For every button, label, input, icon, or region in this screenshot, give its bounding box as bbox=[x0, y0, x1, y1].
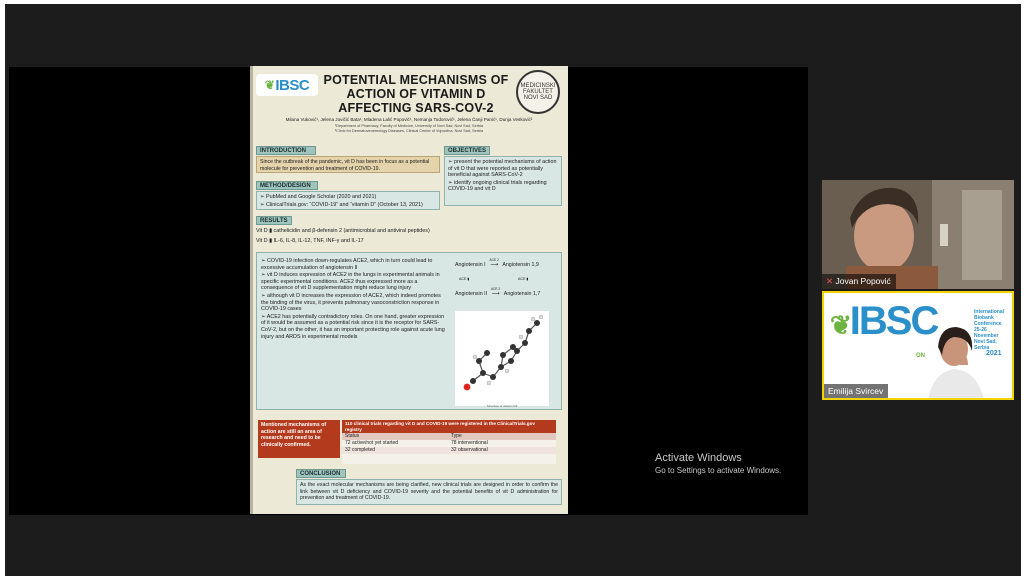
poster-title bbox=[320, 73, 512, 115]
eq-bottom-arrow: ACE 2 ⟶ bbox=[489, 291, 503, 297]
eq-bottom-left: Angiotensin II bbox=[455, 291, 488, 297]
results-bullet-4-text: ACE2 has potentially contradictory roles. On one hand, greater expression of it would be assumed as a potential risk since it is the receptor for SARS-CoV-2, but on the other, it has an important protecting role against acute lung injury and ARDS in experimental models bbox=[261, 313, 445, 340]
eq-bottom-enzyme: ACE 2 bbox=[490, 287, 501, 291]
participant-video-emilija[interactable] bbox=[822, 291, 1014, 400]
banner-logo-text: IBSC bbox=[849, 299, 938, 343]
trials-row-1-type: 78 interventional bbox=[451, 440, 488, 447]
affiliation-1: ¹Department of Pharmacy, Faculty of Medicine, University of Novi Sad, Novi Sad, Serbia bbox=[334, 124, 484, 128]
poster-affiliations bbox=[256, 124, 562, 134]
trials-col-headers bbox=[342, 433, 556, 440]
eq-top-enzyme: ACE 2 bbox=[489, 258, 499, 262]
trials-row-1-status: 72 active/not yet started bbox=[345, 440, 399, 447]
activate-windows-title: Activate Windows bbox=[655, 452, 742, 464]
trials-row-2-type: 32 observational bbox=[451, 447, 488, 454]
results-bullet-2: ➢ vit D induces expression of ACE2 in the lungs in experimental animals in specific experimental conditions. ACE2 thus expressed more as a consequence of vit D supplementation might reduce lung injury bbox=[261, 272, 440, 292]
banner-year: 2021 bbox=[986, 350, 1002, 357]
poster-authors: Milana Vuković¹, Jelena Jovičić Bata¹, Mladena Lalić Popović¹, Nemanja Todorović¹, Jelena Čanji Panić¹, Dunja Vesković² bbox=[285, 117, 533, 122]
results-line-down: Vit D ▮ IL-6, IL-8, IL-12, TNF, INF-γ and IL-17 bbox=[256, 238, 364, 244]
molecule-icon bbox=[455, 311, 549, 399]
results-bullet-3-text: although vit D increases the expression of ACE2, which indeed promotes the binding of the virus, it prevents pulmonary vasoconstriction response in COVID-19 cases bbox=[261, 292, 441, 313]
method-item-2-text: ClinicalTrials.gov: “COVID-19” and “vitamin D” (October 13, 2021) bbox=[266, 201, 423, 208]
participant-video-frame-icon bbox=[822, 180, 1014, 289]
results-bullet-2-text: vit D induces expression of ACE2 in the lungs in experimental animals in specific experimental conditions. ACE2 thus expressed more as a consequence of vit D supplementation might reduce lung injury bbox=[261, 272, 440, 292]
shared-poster bbox=[250, 66, 568, 514]
results-bullet-3: ➢ although vit D increases the expression of ACE2, which indeed promotes the binding of the virus, it prevents pulmonary vasoconstriction response in COVID-19 cases bbox=[261, 292, 441, 313]
banner-line-3: Conference bbox=[974, 321, 1002, 327]
eq-mid-right: ACE ▮ bbox=[518, 277, 529, 281]
banner-city: Novi Sad, Serbia bbox=[974, 339, 997, 351]
university-seal-logo bbox=[516, 70, 560, 114]
eq-top-arrow: ACE 2 ⟶ bbox=[487, 262, 501, 268]
poster-edge-stripe bbox=[250, 66, 253, 514]
method-panel bbox=[256, 191, 440, 210]
eq-bottom-right: Angiotensin 1,7 bbox=[503, 291, 541, 297]
trials-header: 110 clinical trials regarding vit D and COVID-19 were registered in the ClinicalTrials.gov registry bbox=[342, 420, 556, 433]
results-bullet-1-text: COVID-19 infection down-regulates ACE2, which in turn could lead to excessive accumulation of angiotensin II bbox=[261, 258, 433, 271]
trials-row bbox=[342, 440, 556, 447]
objective-item-2-text: identify ongoing clinical trials regarding COVID-19 and vit D bbox=[448, 179, 547, 193]
banner-leaf-icon: ❦ bbox=[830, 310, 850, 340]
method-label: METHOD/DESIGN bbox=[256, 181, 318, 190]
title-line-1: POTENTIAL MECHANISMS OF bbox=[323, 73, 509, 87]
title-line-2: ACTION OF VITAMIN D bbox=[346, 87, 486, 101]
vitamin-d-molecule-image bbox=[455, 311, 549, 406]
seal-text: MEDICINSKI FAKULTET NOVI SAD bbox=[520, 83, 556, 101]
trials-col-type: Type bbox=[451, 433, 462, 440]
eq-mid-left-text: ACE bbox=[459, 277, 467, 281]
eq-top-left: Angiotensin I bbox=[455, 262, 486, 268]
eq-top bbox=[455, 258, 559, 268]
banner-line-2: Biobank bbox=[974, 315, 994, 321]
activate-windows-subtitle: Go to Settings to activate Windows. bbox=[655, 466, 782, 475]
ibsc-logo-text: IBSC bbox=[275, 76, 310, 94]
method-item-1: ➢ PubMed and Google Scholar (2020 and 2021) bbox=[260, 194, 377, 200]
banner-line-1: International bbox=[974, 309, 1005, 315]
participant-video-jovan[interactable] bbox=[822, 180, 1014, 289]
results-bullet-1: ➢ COVID-19 infection down-regulates ACE2, which in turn could lead to excessive accumulation of angiotensin II bbox=[261, 258, 433, 271]
participant-name-tag bbox=[824, 384, 888, 398]
eq-mid-right-text: ACE bbox=[518, 277, 526, 281]
introduction-label: INTRODUCTION bbox=[256, 146, 316, 155]
banner-dates: 25-26 November bbox=[974, 327, 999, 339]
participant-name: Jovan Popović bbox=[835, 276, 891, 286]
method-item-2: ➢ ClinicalTrials.gov: “COVID-19” and “vitamin D” (October 13, 2021) bbox=[260, 201, 423, 208]
participant-name: Emilija Svircev bbox=[828, 386, 884, 396]
objective-item-1-text: present the potential mechanisms of action of vit D that were reported as potentially beneficial against SARS-CoV-2 bbox=[448, 159, 557, 179]
trials-row bbox=[342, 447, 556, 454]
eq-bottom bbox=[455, 287, 561, 297]
objective-item-1: ➢ present the potential mechanisms of action of vit D that were reported as potentially beneficial against SARS-CoV-2 bbox=[448, 159, 557, 179]
results-label: RESULTS bbox=[256, 216, 292, 225]
molecule-caption: Structure of vitamin D3 bbox=[486, 404, 518, 408]
trials-table bbox=[342, 420, 556, 464]
eq-mid-left: ACE ▮ bbox=[459, 277, 470, 281]
results-line-up: Vit D ▮ cathelicidin and β-defensin 2 (antimicrobial and antiviral peptides) bbox=[256, 228, 430, 234]
mechanisms-note: Mentioned mechanisms of action are still an area of research and need to be clinically confirmed. bbox=[258, 420, 340, 458]
trials-col-status: Status bbox=[345, 433, 360, 440]
title-line-3: AFFECTING SARS-COV-2 bbox=[338, 101, 494, 115]
results-bullet-4: ➢ ACE2 has potentially contradictory roles. On one hand, greater expression of it would be assumed as a potential risk since it is the receptor for SARS-CoV-2, but on the other, it has an important protecting role against acute lung injury and ARDS in experimental models bbox=[261, 313, 445, 340]
banner-ibsc-logo bbox=[830, 299, 937, 344]
trials-row-2-status: 32 completed bbox=[345, 447, 376, 454]
mic-muted-icon: ✕ bbox=[826, 276, 834, 286]
objectives-panel bbox=[444, 156, 562, 206]
conclusion-text: As the exact molecular mechanisms are being clarified, new clinical trials are designed in order to confirm the link between vit D deficiency and COVID-19 severity and the potential benefits of vit D administration for prevention and treatment of COVID-19. bbox=[296, 479, 562, 505]
banner-side-tag: ON bbox=[916, 353, 925, 359]
introduction-text: Since the outbreak of the pandemic, vit D has been in focus as a potential molecule for prevention and treatment of COVID-19. bbox=[256, 156, 440, 173]
leaf-icon: ❦ bbox=[264, 78, 275, 92]
objectives-label: OBJECTIVES bbox=[444, 146, 490, 155]
ibsc-logo bbox=[256, 74, 318, 96]
conclusion-label: CONCLUSION bbox=[296, 469, 346, 478]
eq-top-right: Angiotensin 1,9 bbox=[502, 262, 539, 268]
affiliation-2: ²Clinic for Dermatovenereology Diseases, Clinical Center of Vojvodina, Novi Sad, Serbia bbox=[334, 129, 484, 133]
objective-item-2: ➢ identify ongoing clinical trials regarding COVID-19 and vit D bbox=[448, 179, 547, 193]
results-bullets bbox=[261, 258, 447, 341]
participant-person-icon bbox=[924, 321, 988, 400]
method-item-1-text: PubMed and Google Scholar (2020 and 2021) bbox=[266, 194, 377, 200]
participant-name-tag bbox=[822, 274, 896, 289]
